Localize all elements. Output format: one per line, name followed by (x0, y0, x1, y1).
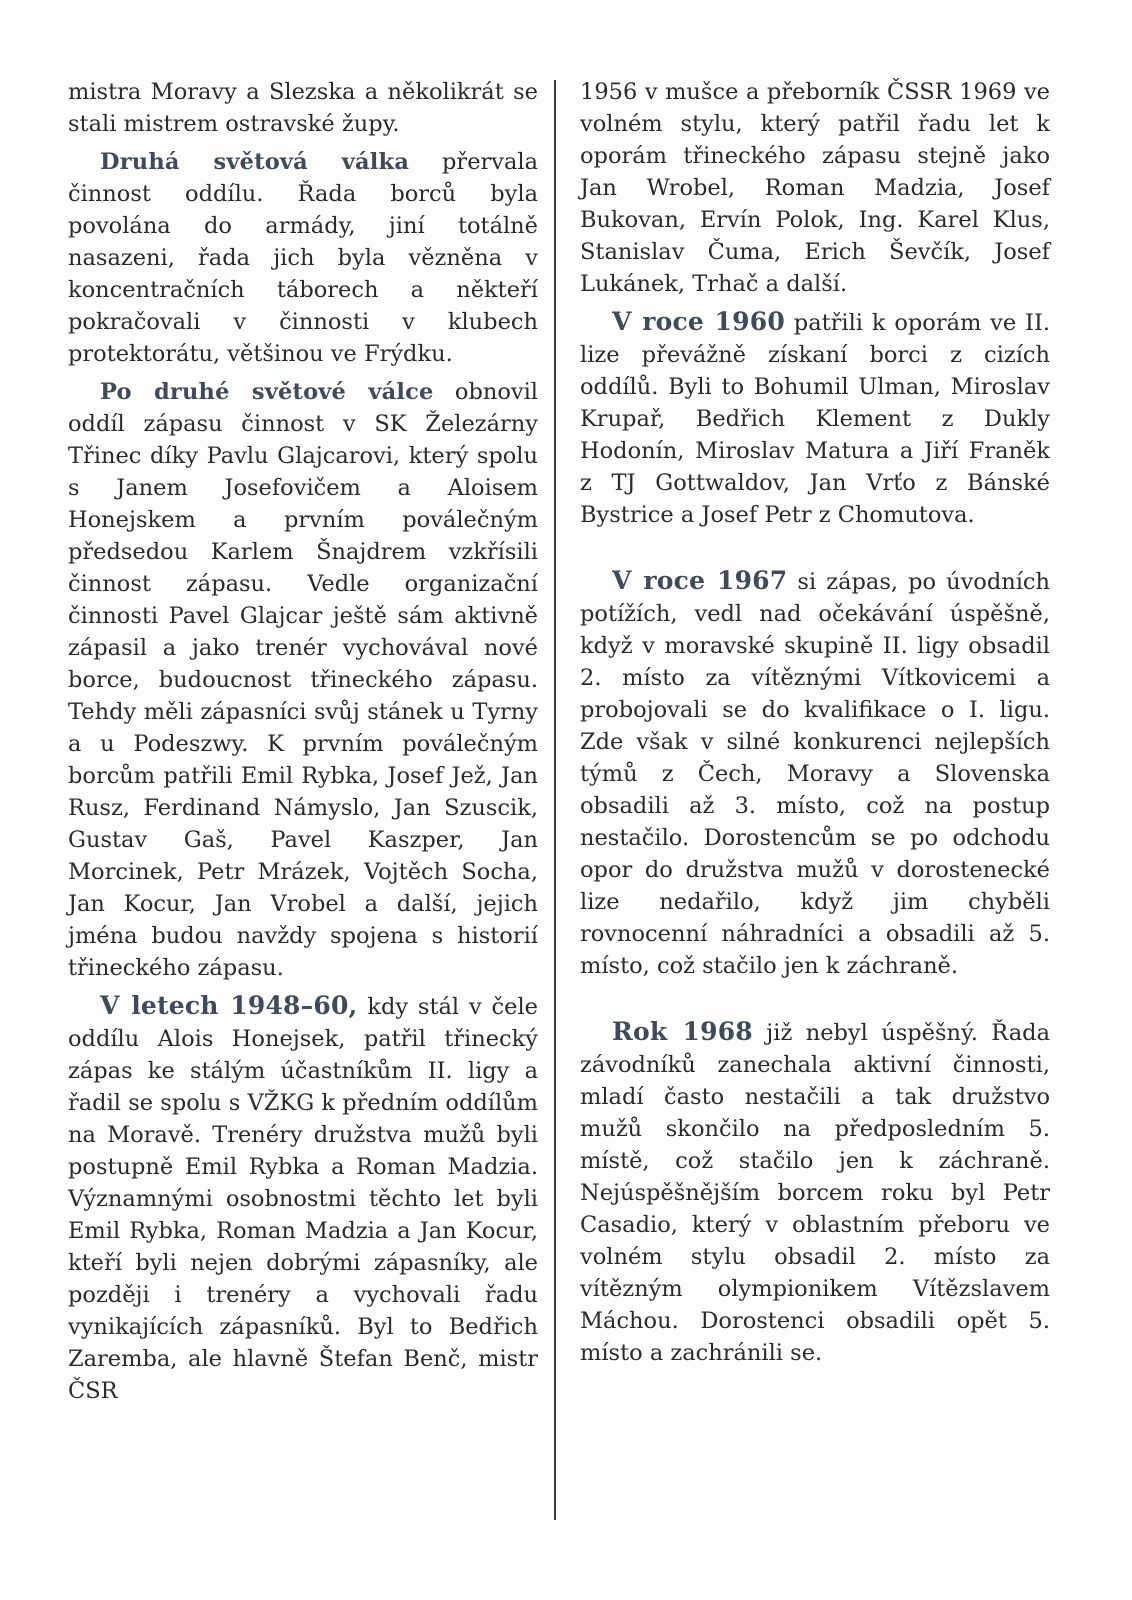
left-column (68, 76, 538, 1407)
paragraph (580, 76, 1050, 300)
paragraph-text: přervala činnost oddílu. Řada borců byla povolána do armády, jiní totálně nasazeni, řada jich byla vězněna v koncentračních táborech a někteří pokračovali v činnosti v klubech protektorátu, většinou ve Frýdku. (68, 149, 538, 367)
paragraph-lead: V roce 1960 (612, 307, 785, 336)
paragraph-lead: Rok 1968 (612, 1017, 753, 1046)
right-column (580, 76, 1050, 1369)
paragraph-lead: Druhá světová válka (100, 149, 410, 175)
paragraph (580, 565, 1050, 982)
paragraph-text: obnovil oddíl zápasu činnost v SK Železárny Třinec díky Pavlu Glajcarovi, který spolu s Janem Josefovičem a Aloisem Honejskem a prvním poválečným předsedou Karlem Šnajdrem vzkřísili činnost zápasu. Vedle organizační činnosti Pavel Glajcar ještě sám aktivně zápasil a jako trenér vychovával nové borce, budoucnost třineckého zápasu. Tehdy měli zápasníci svůj stánek u Tyrny a u Podeszwy. K prvním poválečným borcům patřili Emil Rybka, Josef Jež, Jan Rusz, Ferdinand Námyslo, Jan Szuscik, Gustav Gaš, Pavel Kaszper, Jan Morcinek, Petr Mrázek, Vojtěch Socha, Jan Kocur, Jan Vrobel a další, jejich jména budou navždy spojena s historií třineckého zápasu. (68, 379, 538, 981)
paragraph-lead: Po druhé světové válce (100, 379, 434, 405)
paragraph (580, 1016, 1050, 1369)
paragraph-text: mistra Moravy a Slezska a několikrát se stali mistrem ostravské župy. (68, 79, 538, 137)
paragraph (68, 146, 538, 370)
paragraph (68, 376, 538, 984)
paragraph (68, 990, 538, 1407)
paragraph-text: si zápas, po úvodních potížích, vedl nad očekávání úspěšně, když v moravské skupině II. ligy obsadil 2. místo za vítěznými Vítkovicemi a probojovali se do kvalifikace o I. ligu. Zde však v silné konkurenci nejlepších týmů z Čech, Moravy a Slovenska obsadili až 3. místo, což na postup nestačilo. Dorostencům se po odchodu opor do družstva mužů v dorostenecké lize nedařilo, když jim chyběli rovnocenní náhradníci a obsadili až 5. místo, což stačilo jen k záchraně. (580, 569, 1051, 979)
paragraph (580, 306, 1050, 531)
paragraph-text: kdy stál v čele oddílu Alois Honejsek, patřil třinecký zápas ke stálým účastníkům II. ligy a řadil se spolu s VŽKG k předním oddílům na Moravě. Trenéry družstva mužů byli postupně Emil Rybka a Roman Madzia. Významnými osobnostmi těchto let byli Emil Rybka, Roman Madzia a Jan Kocur, kteří byli nejen dobrými zápasníky, ale později i trenéry a vychovali řadu vynikajících zápasníků. Byl to Bedřich Zaremba, ale hlavně Štefan Benč, mistr ČSR (68, 994, 538, 1404)
paragraph-lead: V letech 1948–60, (100, 991, 358, 1020)
column-divider (554, 80, 556, 1520)
paragraph-text: již nebyl úspěšný. Řada závodníků zanechala aktivní činnosti, mladí často nestačili a tak družstvo mužů skončilo na předposledním 5. místě, což stačilo jen k záchraně. Nejúspěšnějším borcem roku byl Petr Casadio, který v oblastním přeboru ve volném stylu obsadil 2. místo za vítězným olympionikem Vítězslavem Máchou. Dorostenci obsadili opět 5. místo a zachránili se. (580, 1020, 1050, 1366)
paragraph-text: 1956 v mušce a přeborník ČSSR 1969 ve volném stylu, který patřil řadu let k oporám třineckého zápasu stejně jako Jan Wrobel, Roman Madzia, Josef Bukovan, Ervín Polok, Ing. Karel Klus, Stanislav Čuma, Erich Ševčík, Josef Lukánek, Trhač a další. (580, 79, 1050, 297)
paragraph-lead: V roce 1967 (612, 566, 788, 595)
paragraph-text: patřili k oporám ve II. lize převážně získaní borci z cizích oddílů. Byli to Bohumil Ulman, Miroslav Krupař, Bedřich Klement z Dukly Hodonín, Miroslav Matura a Jiří Franěk z TJ Gottwaldov, Jan Vrťo z Bánské Bystrice a Josef Petr z Chomutova. (580, 310, 1050, 528)
paragraph (68, 76, 538, 140)
